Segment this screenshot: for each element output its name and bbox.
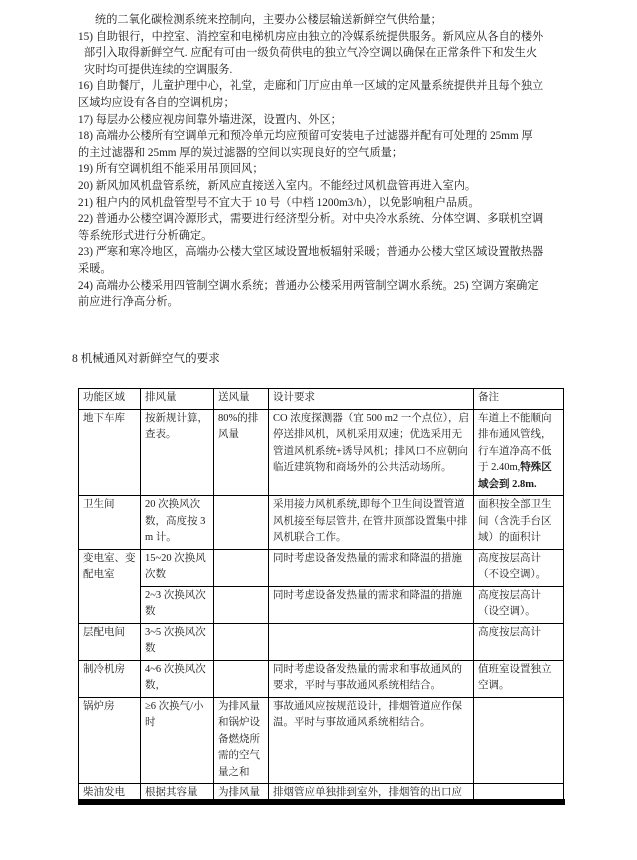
text-line: 的主过滤器和 25mm 厚的炭过滤器的空间以实现良好的空气质量； [78,146,404,159]
table-cell [79,623,141,660]
table-row [79,623,564,660]
table-cell [141,623,214,660]
table-cell [141,660,214,697]
cell-text: 3~5 次换风次数 [145,626,206,654]
cell-text: 同时考虑设备发热量的需求和降温的措施 [273,552,462,564]
text-line: 15) 自助银行，中控室、消控室和电梯机房应由独立的冷媒系统提供服务。新风应从各自的楼外 [78,30,544,43]
table-cell [141,409,214,496]
table-cell [214,586,269,623]
cell-text: 地下车库 [83,412,125,424]
table-cell [269,586,474,623]
cell-text: 值班室设置独立空调。 [478,663,552,691]
text-line: 等系统形式进行分析确定。 [78,229,213,242]
table-cell [79,549,141,623]
table-cell [269,623,474,660]
cell-text: 层配电间 [83,626,125,638]
text-line: 21) 租户内的风机盘管型号不宜大于 10 号（中档 1200m3/h），以免影响租户品质。 [78,196,480,209]
table-row [79,586,564,623]
table-cell [79,660,141,697]
table-cell [141,784,214,800]
cell-text: 高度按层高计 [478,626,541,638]
cell-text: ≥6 次换气/小时 [145,700,204,728]
table-cell [474,660,564,697]
cell-text: 车道上不能顺向排布通风管线，行车道净高不低于 2.40m, [478,412,552,473]
table-cell [474,496,564,550]
cell-text: 变电室、变配电室 [83,552,136,580]
text-line: 24) 高端办公楼采用四管制空调水系统；普通办公楼采用两管制空调水系统。25) 空调方案确定 [78,279,539,292]
table-cell [269,549,474,586]
table-cell [474,409,564,496]
table-row [79,697,564,784]
text-line: 16) 自助餐厅，儿童护理中心，礼堂，走廊和门厅应由单一区域的定风量系统提供并且每个独立 [78,80,544,93]
table-cell [79,697,141,784]
text-line: 20) 新风加风机盘管系统，新风应直接送入室内。不能经过风机盘管再进入室内。 [78,179,477,192]
cell-text: 15~20 次换风次数 [145,552,206,580]
cell-bold-text: 特殊区域会到 2.8m. [478,462,552,490]
table-cell [79,409,141,496]
column-header: 功能区域 [79,389,141,410]
table-cell [79,784,141,800]
table-cell [269,409,474,496]
cell-text: 事故通风应按规范设计，排烟管道应作保温。平时与事故通风系统相结合。 [273,700,462,728]
column-header: 设计要求 [269,389,474,410]
page-break-bar [78,799,565,805]
table-cell [141,549,214,586]
table-row [79,784,564,800]
table-cell [269,496,474,550]
cell-text: 卫生间 [83,499,115,510]
table-cell [141,496,214,550]
intro-paragraphs [78,12,578,311]
table-cell [269,784,474,800]
cell-text: 面积按全部卫生间（含洗手台区域）的面积计 [478,499,552,543]
column-header: 备注 [474,389,564,410]
text-line: 22) 普通办公楼空调冷源形式，需要进行经济型分析。对中央冷水系统、分体空调、多联机空调 [78,213,544,226]
cell-text: 排烟管应单独排到室外，排烟管的出口应 [273,787,462,798]
cell-text: 根据其容量 [145,787,198,798]
table-cell [474,697,564,784]
section-heading: 8 机械通风对新鲜空气的要求 [72,352,220,365]
cell-text: 80%的排风量 [218,412,259,440]
table-cell [79,496,141,550]
table-cell [214,549,269,586]
text-line: 23) 严寒和寒冷地区，高端办公楼大堂区域设置地板辐射采暖；普通办公楼大堂区域设置散热器 [78,246,544,259]
cell-text: 制冷机房 [83,663,125,675]
cell-text: 4~6 次换风次数， [145,663,206,691]
cell-text: 20 次换风次数，高度按 3m 计。 [145,499,206,543]
ventilation-table [78,388,564,799]
text-line: 17) 每层办公楼应视房间靠外墙进深，设置内、外区； [78,113,342,126]
table-cell [214,660,269,697]
table-row [79,409,564,496]
table-cell [474,549,564,586]
table-cell [214,496,269,550]
table-cell [474,623,564,660]
text-line: 灾时均可提供连续的空调服务. [84,63,233,76]
table-cell [214,409,269,496]
text-line: 采暖。 [78,262,112,275]
text-line: 区域均应设有各自的空调机房； [78,96,235,109]
table-container [78,388,565,799]
column-header: 排风量 [141,389,214,410]
table-header-row [79,389,564,410]
cell-text: 高度按层高计（不设空调）。 [478,552,547,580]
text-line: 18) 高端办公楼所有空调单元和预冷单元均应预留可安装电子过滤器并配有可处理的 25mm 厚 [78,130,533,143]
cell-text: 按新规计算，查表。 [145,412,208,440]
table-cell [214,623,269,660]
table-cell [141,697,214,784]
table-cell [474,784,564,800]
table-cell [269,660,474,697]
text-line: 前应进行净高分析。 [78,296,179,309]
text-line: 19) 所有空调机组不能采用吊顶回风； [78,163,264,176]
table-cell [214,697,269,784]
cell-text: 2~3 次换风次数 [145,589,206,617]
cell-text: 柴油发电 [83,787,125,798]
column-header: 送风量 [214,389,269,410]
table-row [79,660,564,697]
table-row [79,549,564,586]
cell-text: 为排风量 [218,787,260,798]
text-line: 部引入取得新鲜空气. 应配有可由一级负荷供电的独立气冷空调以确保在正常条件下和发生火 [84,47,538,60]
cell-text: 锅炉房 [83,700,115,712]
cell-text: 为排风量和锅炉设备燃烧所需的空气量之和 [218,700,260,778]
cell-text: 采用接力风机系统,即每个卫生间设置管道风机接至每层管井, 在管井顶部设置集中排风机联合工作。 [273,499,468,543]
cell-text: 高度按层高计（设空调）。 [478,589,541,617]
text-line: 统的二氧化碳检测系统来控制向，主要办公楼层输送新鲜空气供给量； [95,14,442,26]
table-cell [269,697,474,784]
cell-text: CO 浓度探测器（宜 500 m2 一个点位），启停送排风机，风机采用双速；优选采用无管道风机系统+诱导风机；排风口不应朝向临近建筑物和商场外的公共活动场所。 [273,412,470,473]
cell-text: 同时考虑设备发热量的需求和事故通风的要求，平时与事故通风系统相结合。 [273,663,462,691]
cell-text: 同时考虑设备发热量的需求和降温的措施 [273,589,462,601]
table-cell [474,586,564,623]
table-cell [214,784,269,800]
table-row [79,496,564,550]
table-cell [141,586,214,623]
